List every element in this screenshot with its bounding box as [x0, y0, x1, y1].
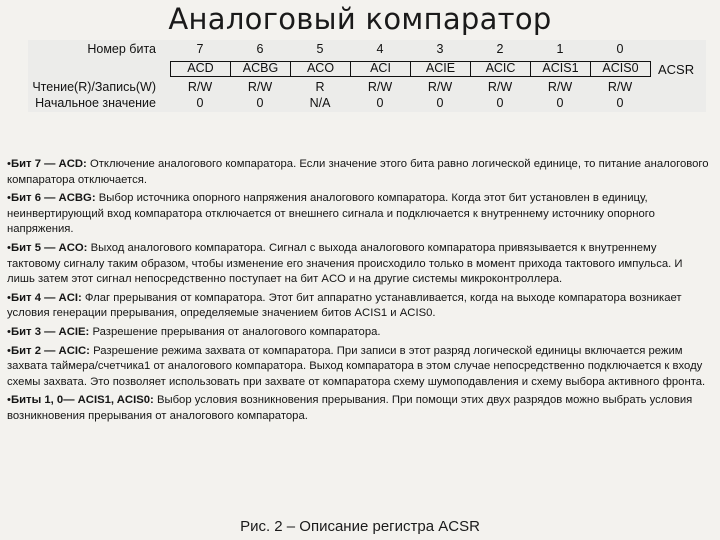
bit-name-cell: ACIS1 — [530, 61, 591, 77]
initial-cell: 0 — [556, 96, 564, 110]
initial-cell: 0 — [256, 96, 264, 110]
initial-cell: 0 — [436, 96, 444, 110]
bit-descriptions — [7, 157, 713, 428]
rw-cell: R/W — [187, 80, 213, 94]
bit-name-cell: ACI — [350, 61, 411, 77]
bit-name-cell: ACBG — [230, 61, 291, 77]
bit-description: •Бит 7 — ACD: Отключение аналогового компаратора. Если значение этого бита равно логической единице, то питание аналогового компаратора отключается. — [7, 158, 709, 186]
row-label-initial: Начальное значение — [35, 96, 156, 110]
bit-name-cell: ACIS0 — [590, 61, 651, 77]
bit-number: 7 — [196, 42, 204, 56]
initial-cell: 0 — [376, 96, 384, 110]
page-title: Аналоговый компаратор — [168, 2, 552, 36]
bit-name-cell: ACIC — [470, 61, 531, 77]
register-name: ACSR — [658, 62, 695, 77]
bit-heading: Бит 4 — ACI: — [10, 291, 82, 304]
bit-description: •Биты 1, 0— ACIS1, ACIS0: Выбор условия возникновения прерывания. При помощи этих двух разрядов можно выбрать условия возникновения прерывания от аналогового компаратора. — [7, 394, 693, 422]
initial-cell: 0 — [616, 96, 624, 110]
bit-description: •Бит 6 — ACBG: Выбор источника опорного напряжения аналогового компаратора. Когда этот бит установлен в единицу, неинвертирующий вход компаратора отключается от внешнего сигнала и подключается к внутреннему источнику опорного напряжения. — [7, 192, 655, 236]
bit-number: 4 — [376, 42, 384, 56]
rw-cell: R — [315, 80, 325, 94]
row-label-bit-number: Номер бита — [87, 42, 156, 56]
bit-description: •Бит 3 — ACIE: Разрешение прерывания от аналогового компаратора. — [7, 325, 381, 338]
bit-heading: Бит 6 — ACBG: — [10, 192, 96, 205]
bit-description: •Бит 4 — ACI: Флаг прерывания от компаратора. Этот бит аппаратно устанавливается, когда на выходе компаратора возникает условия генерации прерывания, определяемые значением битов ACIS1 и ACIS0. — [7, 291, 682, 320]
bit-number: 6 — [256, 42, 264, 56]
rw-cell: R/W — [367, 80, 393, 94]
bit-name-cell: ACD — [170, 61, 231, 77]
bit-heading: Бит 7 — ACD: — [10, 158, 87, 170]
bit-number: 0 — [616, 42, 624, 56]
bit-number: 5 — [316, 42, 324, 56]
initial-cell: N/A — [309, 96, 331, 110]
rw-cell: R/W — [487, 80, 513, 94]
rw-cell: R/W — [247, 80, 273, 94]
rw-cell: R/W — [607, 80, 633, 94]
initial-cell: 0 — [196, 96, 204, 110]
bit-number: 1 — [556, 42, 564, 56]
bit-name-cell: ACO — [290, 61, 351, 77]
bit-description: •Бит 2 — ACIC: Разрешение режима захвата от компаратора. При записи в этот разряд логической единицы включается режим захвата таймера/счетчика1 от аналогового компаратора. Выход компаратора в этом случае непосредственно подключается к входу схемы захвата. Это позволяет использовать при захвате от компаратора схему шумоподавления и схему выбора активного фронта. — [7, 344, 706, 388]
bit-name-cell: ACIE — [410, 61, 471, 77]
rw-cell: R/W — [427, 80, 453, 94]
bit-heading: Бит 2 — ACIC: — [10, 344, 90, 357]
figure-caption: Рис. 2 – Описание регистра ACSR — [240, 518, 480, 535]
bit-number: 2 — [496, 42, 504, 56]
initial-cell: 0 — [496, 96, 504, 110]
bit-heading: Бит 3 — ACIE: — [10, 325, 90, 338]
rw-cell: R/W — [547, 80, 573, 94]
bit-heading: Биты 1, 0— ACIS1, ACIS0: — [10, 394, 154, 407]
bit-number: 3 — [436, 42, 444, 56]
register-table — [28, 40, 706, 112]
bit-description: •Бит 5 — ACO: Выход аналогового компаратора. Сигнал с выхода аналогового компаратора привязывается к внутреннему тактовому сигналу таким образом, чтобы изменение его значения происходило только в момент прихода тактового импульса. И лишь затем этот сигнал непосредственно поступает на бит ACO и на другие системы микроконтроллера. — [7, 241, 683, 286]
row-label-rw: Чтение(R)/Запись(W) — [32, 80, 156, 94]
bit-heading: Бит 5 — ACO: — [10, 241, 88, 254]
